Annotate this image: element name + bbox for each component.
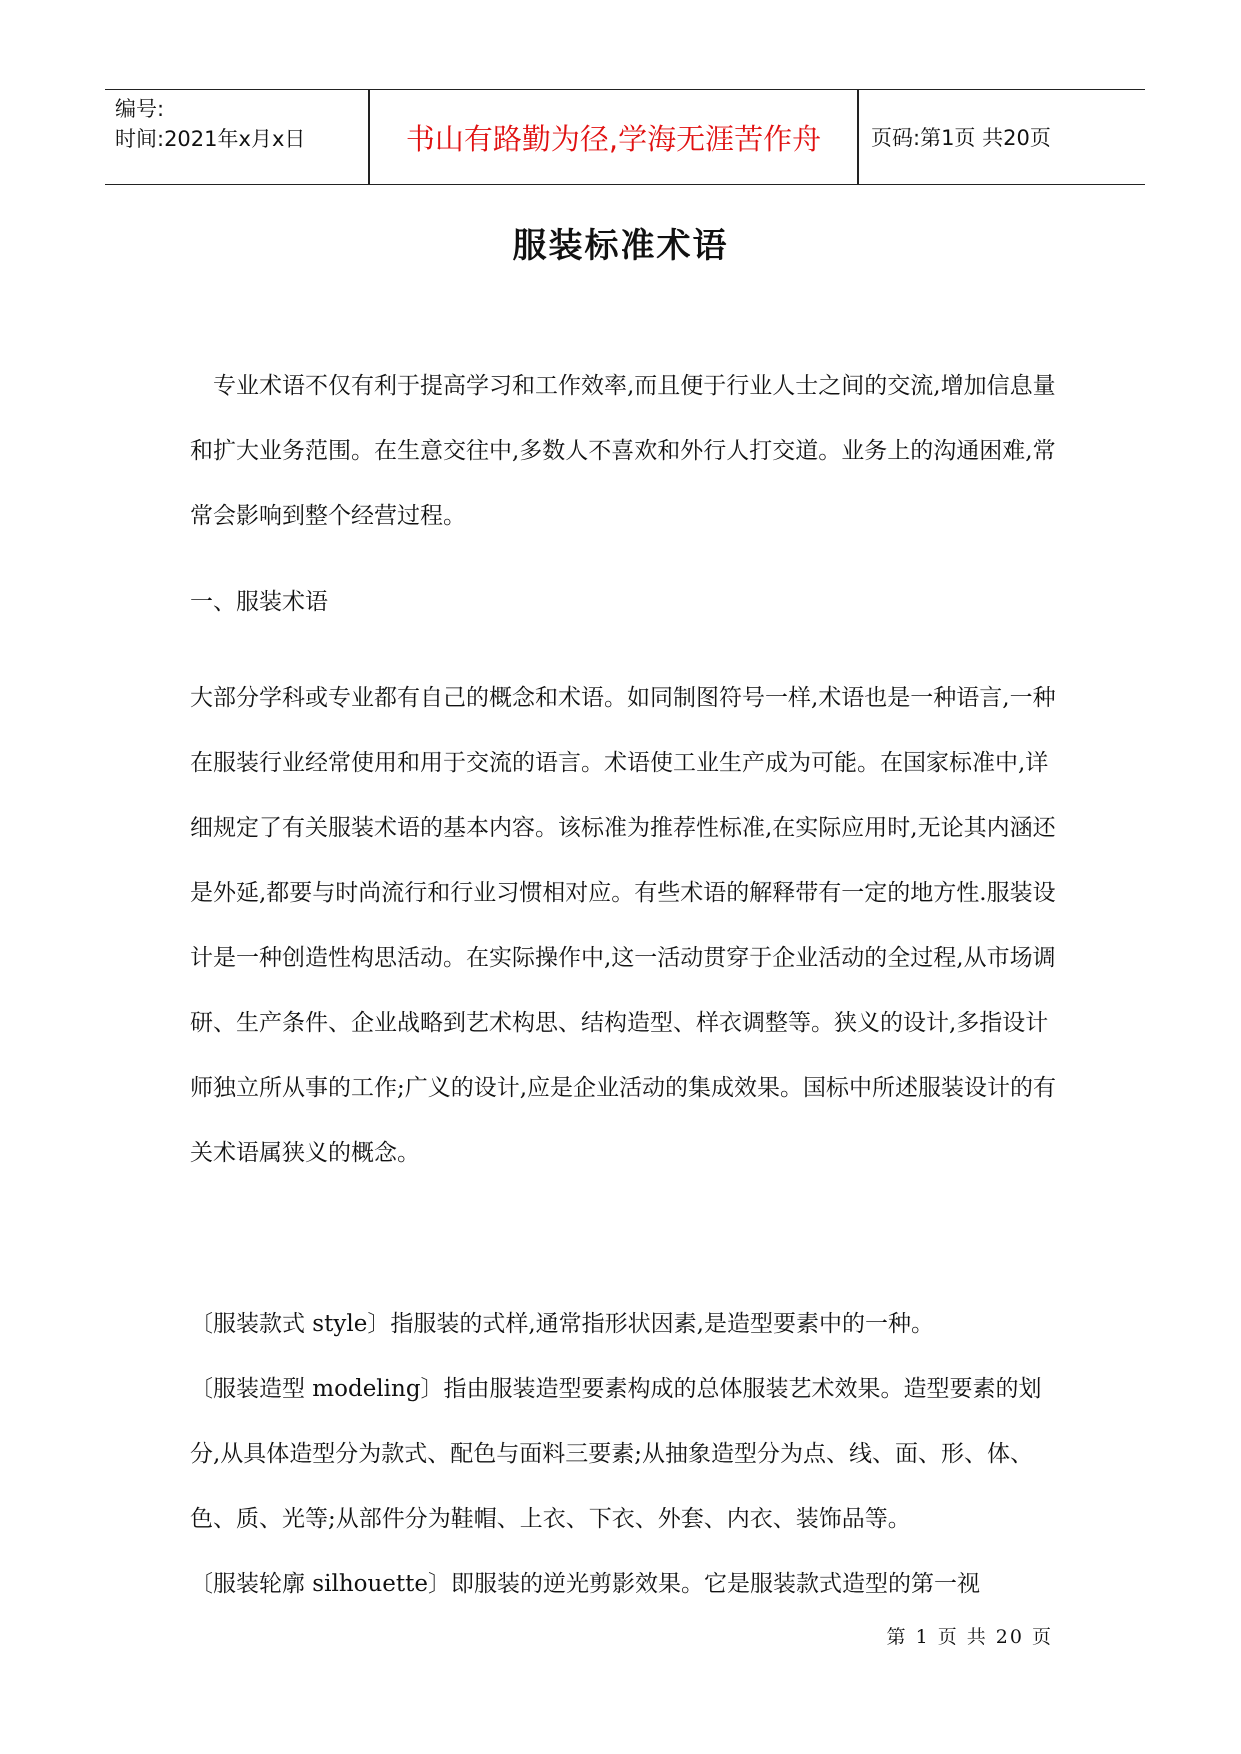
intro-text: 专业术语不仅有利于提高学习和工作效率,而且便于行业人士之间的交流,增加信息量和扩大业务范围。在生意交往中,多数人不喜欢和外行人打交道。业务上的沟通困难,常常会影响到整个经营过程。 <box>190 373 1056 529</box>
header-motto: 书山有路勤为径,学海无涯苦作舟 <box>405 121 822 156</box>
intro-paragraph <box>190 354 1060 549</box>
header-divider <box>857 90 859 184</box>
section-heading <box>190 570 1060 635</box>
term-modeling: 〔服装造型 modeling〕指由服装造型要素构成的总体服装艺术效果。造型要素的划分,从具体造型分为款式、配色与面料三要素;从抽象造型分为点、线、面、形、体、色、质、光等;从部件分为鞋帽、上衣、下衣、外套、内衣、装饰品等。 <box>190 1376 1042 1532</box>
section-heading-text: 一、服装术语 <box>190 589 328 615</box>
document-title: 服装标准术语 <box>512 226 729 266</box>
header-meta <box>115 94 365 154</box>
body-paragraph-text: 大部分学科或专业都有自己的概念和术语。如同制图符号一样,术语也是一种语言,一种在服装行业经常使用和用于交流的语言。术语使工业生产成为可能。在国家标准中,详细规定了有关服装术语的基本内容。该标准为推荐性标准,在实际应用时,无论其内涵还是外延,都要与时尚流行和行业习惯相对应。有些术语的解释带有一定的地方性.服装设计是一种创造性构思活动。在实际操作中,这一活动贯穿于企业活动的全过程,从市场调研、生产条件、企业战略到艺术构思、结构造型、样衣调整等。狭义的设计,多指设计师独立所从事的工作;广义的设计,应是企业活动的集成效果。国标中所述服装设计的有关术语属狭义的概念。 <box>190 685 1057 1166</box>
page-footer: 第 1 页 共 20 页 <box>886 1626 1053 1648</box>
header-page-number: 页码:第1页 共20页 <box>871 126 1051 150</box>
term-definitions <box>190 1292 1060 1617</box>
document-header <box>105 89 1145 185</box>
term-style: 〔服装款式 style〕指服装的式样,通常指形状因素,是造型要素中的一种。 <box>190 1311 934 1337</box>
document-time-label: 时间:2021年x月x日 <box>115 127 306 151</box>
document-number-label: 编号: <box>115 97 165 121</box>
term-silhouette: 〔服装轮廓 silhouette〕即服装的逆光剪影效果。它是服装款式造型的第一视 <box>190 1571 981 1597</box>
body-paragraph <box>190 666 1060 1186</box>
